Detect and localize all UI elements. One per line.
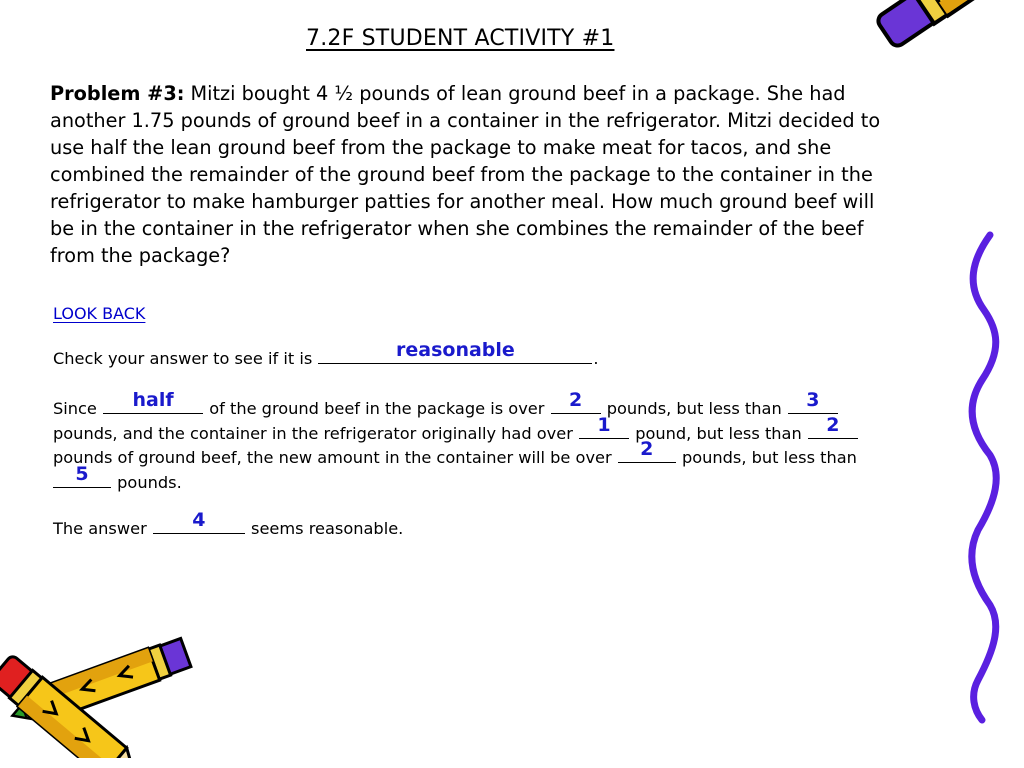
answer-fill-reasonable: reasonable xyxy=(396,339,515,361)
check-reasonable-line xyxy=(53,339,599,371)
answer-suffix: seems reasonable. xyxy=(251,519,404,538)
check-period: . xyxy=(593,349,599,368)
problem-statement xyxy=(50,80,890,269)
look-back-heading: LOOK BACK xyxy=(53,304,146,323)
since-line-1 xyxy=(53,389,839,421)
pencil-icon xyxy=(858,0,1008,250)
problem-text: Mitzi bought 4 ½ pounds of lean ground beef in a package. She had another 1.75 pounds of ground beef in a container in the refrigerator. Mitzi decided to use half the lean ground beef from the package to make meat for tacos, and she combined the remainder of the ground beef from the package to the container in the refrigerator to make hamburger patties for another meal. How much ground beef will be in the container in the refrigerator when she combines the remainder of the beef from the package? xyxy=(50,82,881,267)
answer-blank-less-container[interactable] xyxy=(808,414,858,439)
since-text-2: of the ground beef in the package is over xyxy=(209,399,545,418)
since-text-1: Since xyxy=(53,399,97,418)
since-text-3: pounds, but less than xyxy=(606,399,782,418)
answer-blank-final[interactable] xyxy=(153,509,245,534)
answer-blank-over-total[interactable] xyxy=(618,438,676,463)
crossed-pencils-icon xyxy=(0,618,206,758)
answer-blank-less-package[interactable] xyxy=(788,389,838,414)
check-text: Check your answer to see if it is xyxy=(53,349,313,368)
problem-label: Problem #3: xyxy=(50,82,185,105)
answer-blank-over-package[interactable] xyxy=(551,389,601,414)
answer-fill-over-container: 1 xyxy=(597,414,611,436)
since-text-7: pounds, but less than xyxy=(681,448,857,467)
answer-blank-reasonable[interactable] xyxy=(318,339,592,364)
since-text-6: pounds of ground beef, the new amount in the container will be over xyxy=(53,448,612,467)
answer-fill-less-package: 3 xyxy=(806,389,820,411)
answer-text: The answer xyxy=(53,519,147,538)
answer-blank-less-total[interactable] xyxy=(53,463,111,488)
since-text-4: pounds, and the container in the refrigerator originally had over xyxy=(53,424,573,443)
since-text-5: pound, but less than xyxy=(635,424,802,443)
answer-blank-over-container[interactable] xyxy=(579,414,629,439)
since-line-4 xyxy=(53,463,182,495)
answer-fill-less-container: 2 xyxy=(826,414,840,436)
answer-line xyxy=(53,509,404,541)
page-title: 7.2F STUDENT ACTIVITY #1 xyxy=(306,26,615,51)
since-line-2 xyxy=(53,414,859,446)
answer-fill-over-total: 2 xyxy=(640,438,654,460)
answer-fill-half: half xyxy=(132,389,174,411)
answer-fill-over-package: 2 xyxy=(568,389,583,411)
squiggle-line xyxy=(960,230,1010,725)
answer-blank-half[interactable] xyxy=(103,389,203,414)
since-line-3 xyxy=(53,438,857,470)
answer-fill-final: 4 xyxy=(192,509,206,531)
answer-fill-less-total: 5 xyxy=(75,463,89,485)
since-text-8: pounds. xyxy=(117,473,182,492)
